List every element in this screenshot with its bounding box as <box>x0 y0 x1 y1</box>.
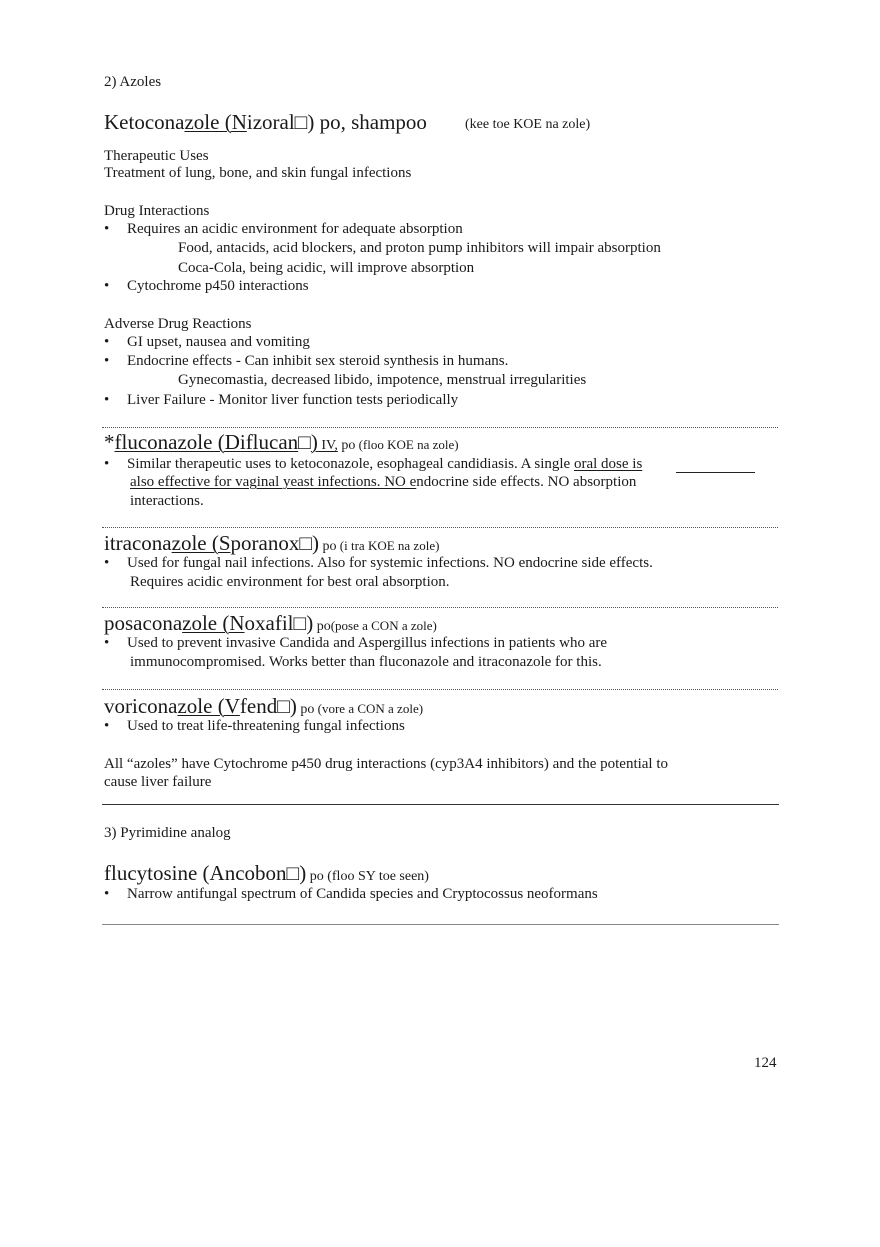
bullet-icon: • <box>104 221 110 237</box>
pronunciation-ketoconazole: (kee toe KOE na zole) <box>465 117 591 132</box>
list-item: GI upset, nausea and vomiting <box>127 334 310 350</box>
dotted-divider <box>102 527 778 528</box>
trademark-box-icon: □ <box>298 430 311 454</box>
text-run: ndocrine side effects. NO absorption <box>416 474 637 490</box>
brand-name: oxafil <box>244 611 294 635</box>
trademark-box-icon: □ <box>299 531 313 555</box>
drug-name-close: ) <box>299 861 307 885</box>
therapeutic-uses-text: Treatment of lung, bone, and skin fungal infections <box>104 165 412 181</box>
bullet-icon: • <box>104 718 110 734</box>
drug-name-part: itracona <box>104 531 172 555</box>
drug-heading-ketoconazole <box>104 110 427 134</box>
list-item: Used for fungal nail infections. Also for systemic infections. NO endocrine side effects. <box>127 555 653 571</box>
section-title-pyrimidine: 3) Pyrimidine analog <box>104 825 231 841</box>
route-text: IV, <box>317 438 338 453</box>
brand-name: fend <box>239 694 278 718</box>
bullet-icon: • <box>104 555 110 571</box>
drug-name-part: Ketocona <box>104 110 185 134</box>
pronunciation-voriconazole: (vore a CON a zole) <box>314 701 424 716</box>
bullet-icon: • <box>104 456 110 472</box>
star-marker: * <box>104 430 115 454</box>
drug-name-underlined: zole (N <box>184 110 247 134</box>
drug-name-close: ) <box>289 694 297 718</box>
route-text: po <box>337 438 356 453</box>
drug-heading-flucytosine <box>104 861 429 889</box>
bullet-icon: • <box>104 278 110 294</box>
pronunciation-itraconazole: (i tra KOE na zole) <box>336 538 440 553</box>
sub-bullet-icon <box>156 260 165 277</box>
adverse-reactions-title: Adverse Drug Reactions <box>104 316 252 332</box>
list-item: Liver Failure - Monitor liver function tests periodically <box>127 392 459 408</box>
route-text: po <box>296 702 315 717</box>
list-item-continued: interactions. <box>130 493 204 509</box>
drug-name: flucytosine (Ancobon <box>104 861 287 885</box>
bullet-icon: • <box>104 392 110 408</box>
list-item-continued: Requires acidic environment for best oral absorption. <box>130 574 450 590</box>
drug-name-underlined: zole (V <box>177 694 240 718</box>
list-item-continued <box>130 474 636 491</box>
therapeutic-uses-title: Therapeutic Uses <box>104 148 209 164</box>
list-item: Requires an acidic environment for adequate absorption <box>127 221 463 237</box>
list-item: Endocrine effects - Can inhibit sex steroid synthesis in humans. <box>127 353 509 369</box>
drug-name-close: ) <box>306 611 314 635</box>
list-item: Used to prevent invasive Candida and Aspergillus infections in patients who are <box>127 635 608 651</box>
list-item: Narrow antifungal spectrum of Candida species and Cryptocossus neoformans <box>127 886 598 902</box>
drug-interactions-title: Drug Interactions <box>104 203 210 219</box>
route-text: ) po, shampoo <box>307 110 427 134</box>
pronunciation-fluconazole: (floo KOE na zole) <box>355 437 459 452</box>
dotted-divider <box>102 689 778 690</box>
drug-name-part: voricona <box>104 694 178 718</box>
route-text: po <box>319 539 337 554</box>
trademark-box-icon: □ <box>277 694 290 718</box>
pronunciation-posaconazole: (pose a CON a zole) <box>330 618 437 633</box>
drug-name-close: ) <box>310 430 318 454</box>
bullet-icon: • <box>104 635 110 651</box>
azole-note: All “azoles” have Cytochrome p450 drug interactions (cyp3A4 inhibitors) and the potential to <box>104 756 669 772</box>
drug-name-underlined: fluconazole (Diflucan <box>114 430 299 454</box>
brand-name: izoral <box>246 110 295 134</box>
route-text: po <box>306 869 324 884</box>
sub-bullet-icon <box>156 240 165 257</box>
list-subitem: Gynecomastia, decreased libido, impotence, menstrual irregularities <box>178 372 587 388</box>
bullet-icon: • <box>104 886 110 902</box>
azole-note-continued: cause liver failure <box>104 774 212 790</box>
bullet-icon: • <box>104 334 110 350</box>
drug-name-underlined: zole (S <box>171 531 231 555</box>
bullet-icon: • <box>104 353 110 369</box>
page-number: 124 <box>754 1055 777 1071</box>
sub-bullet-icon <box>156 372 165 389</box>
text-run-underlined: also effective for vaginal yeast infections. NO e <box>130 474 417 490</box>
list-item: Cytochrome p450 interactions <box>127 278 309 294</box>
route-text: po <box>313 619 331 634</box>
section-divider <box>102 804 779 805</box>
brand-name: poranox <box>230 531 300 555</box>
text-run: Similar therapeutic uses to ketoconazole, esophageal candidiasis. A single <box>127 456 574 472</box>
list-subitem: Coca-Cola, being acidic, will improve absorption <box>178 260 475 276</box>
section-title-azoles: 2) Azoles <box>104 74 162 90</box>
trademark-box-icon: □ <box>294 110 308 134</box>
drug-name-part: posacona <box>104 611 183 635</box>
dotted-divider <box>102 427 778 428</box>
drug-name-close: ) <box>312 531 320 555</box>
text-run-underlined: oral dose is <box>573 456 643 472</box>
list-item: Used to treat life-threatening fungal infections <box>127 718 405 734</box>
dotted-divider <box>102 607 778 608</box>
trademark-box-icon: □ <box>293 611 307 635</box>
list-item <box>127 456 642 473</box>
trademark-box-icon: □ <box>286 861 300 885</box>
drug-heading-fluconazole <box>104 430 459 458</box>
pronunciation-flucytosine: (floo SY toe seen) <box>323 869 429 884</box>
list-subitem: Food, antacids, acid blockers, and proton pump inhibitors will impair absorption <box>178 240 661 256</box>
section-divider <box>102 924 779 925</box>
fill-in-blank-line <box>676 472 755 473</box>
list-item-continued: immunocompromised. Works better than fluconazole and itraconazole for this. <box>130 654 602 670</box>
drug-name-underlined: zole (N <box>182 611 245 635</box>
